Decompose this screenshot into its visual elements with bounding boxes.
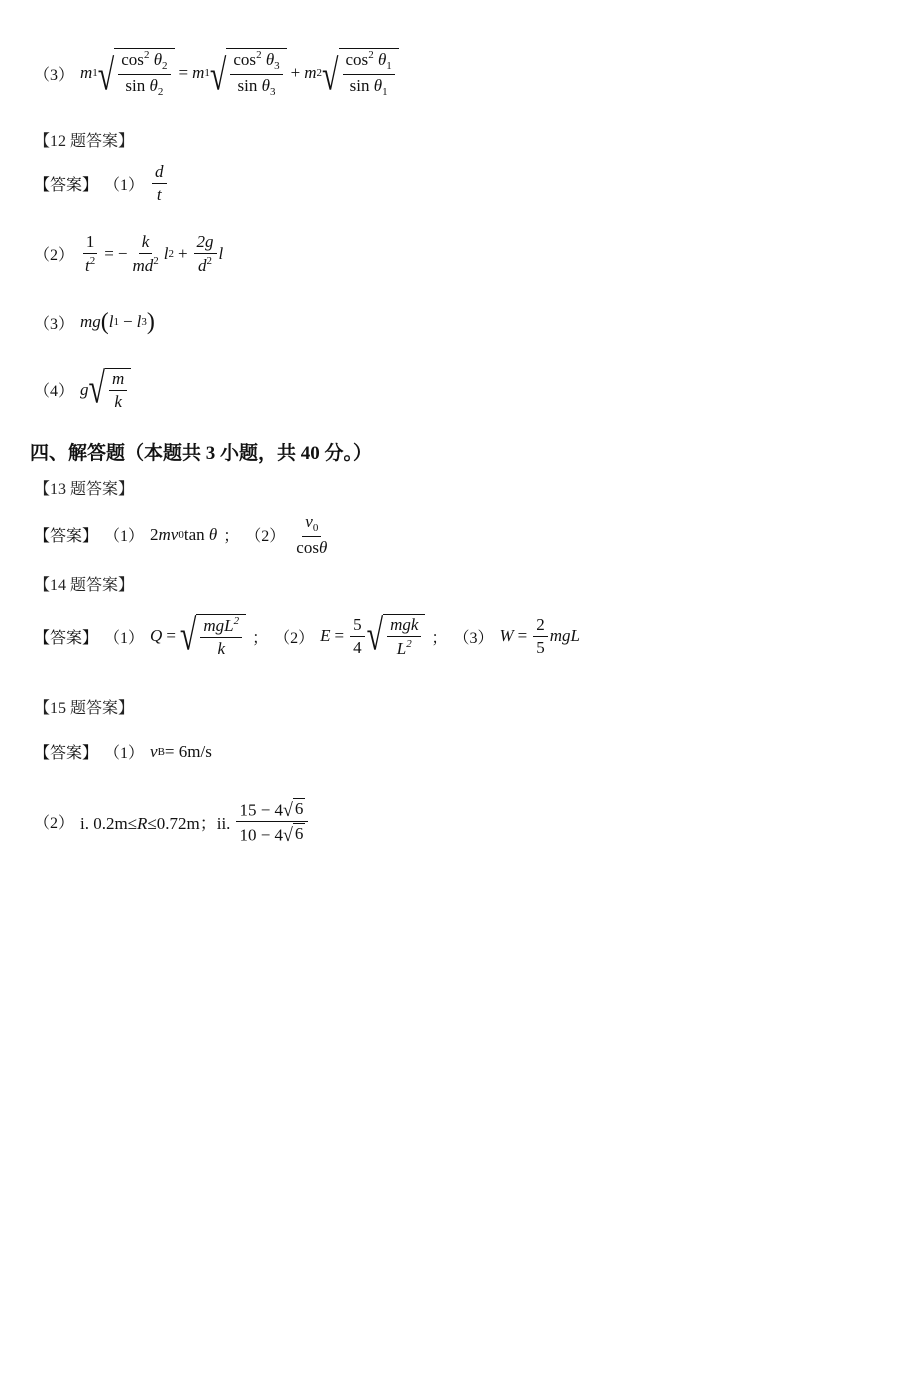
q11-part3-line xyxy=(34,48,399,98)
answer-label: 【答案】 xyxy=(34,176,99,194)
equation-q13-part1: 2 mv 0 tan θ xyxy=(150,524,218,544)
q15-part1-line xyxy=(34,740,212,763)
q13-header: 【13 题答案】 xyxy=(34,481,135,498)
part-label: （1） xyxy=(104,528,145,546)
answer-label: 【答案】 xyxy=(34,528,99,546)
answer-label: 【答案】 xyxy=(34,745,99,762)
q14-answer-line: 【答案】 （1） Q = √ $\frac{mgL^2}{k}$ ； （2） E = $\frac{5}{4}$ √ $\frac{\text{mgk}}{L^2}$ ； （3） W = $\frac{2}{5}$ mgL xyxy=(34,611,580,660)
part-label: （1） xyxy=(104,176,145,194)
answer-label: 【答案】 xyxy=(34,629,99,647)
part-label: （1） xyxy=(104,745,145,762)
q12-header: 【12 题答案】 xyxy=(34,133,135,150)
sqrt-term-1: √ $\frac{\cos^2 \theta_2}{\sin \theta_2}$ xyxy=(98,48,175,98)
part-label: （2） xyxy=(274,629,315,647)
q12-part1-line xyxy=(34,162,169,204)
q12-part3-line xyxy=(34,310,155,334)
equation-q14-part3: W = $\frac{2}{5}$ mgL xyxy=(499,615,580,657)
q15-part2-line xyxy=(34,798,310,845)
sqrt-term-3: √ $\frac{\cos^2 \theta_1}{\sin \theta_1}$ xyxy=(322,48,399,98)
equation-q12-part3: mg ( l 1 − l 3 ) xyxy=(80,309,155,335)
equation-q12-part4: g √ $\frac{m}{k}$ xyxy=(80,368,131,411)
part-label: （2） xyxy=(34,247,75,265)
equation-q14-part1: Q = √ $\frac{mgL^2}{k}$ xyxy=(150,614,246,658)
q14-header: 【14 题答案】 xyxy=(34,577,135,594)
q15-part2-text: i. 0.2m≤R≤0.72m；ii. xyxy=(80,814,231,834)
equation-q11-part3: m 1 √ $\frac{\cos^2 \theta_2}{\sin \theta_2}$ = m 1 √ $\frac{\cos^2 \theta_3}{\sin \theta_3}$ + m 2 √ $\frac{\cos^2 \theta_1}{\sin \theta_1}$ xyxy=(80,48,399,98)
part-label: （2） xyxy=(34,815,75,833)
equation-q12-part2: $\frac{1}{t^2}$ = − $\frac{k}{md^2}$ l 2 + $\frac{2g}{d^2}$ l xyxy=(80,232,223,275)
part-label: （4） xyxy=(34,383,75,401)
q13-answer-line: 【答案】 （1） 2 mv 0 tan θ ； （2） $\frac{v_0}{\cos\theta}$ xyxy=(34,512,332,557)
q12-part2-line xyxy=(34,232,223,275)
part-label: （3） xyxy=(453,629,494,647)
q12-part4-line xyxy=(34,364,131,413)
q15-header: 【15 题答案】 xyxy=(34,700,135,717)
fraction-d-over-t: $\frac{d}{t}$ xyxy=(152,162,167,204)
equation-q15-part2: 15 − 4 √ 6 10 − 4 √ 6 xyxy=(236,798,308,845)
part-label: （1） xyxy=(104,629,145,647)
part-label: （2） xyxy=(245,528,286,546)
sqrt-term-2: √ $\frac{\cos^2 \theta_3}{\sin \theta_3}$ xyxy=(210,48,287,98)
part-label: （3） xyxy=(34,66,75,84)
equation-q13-part2: $\frac{v_0}{\cos\theta}$ xyxy=(296,512,328,557)
section-title: 四、解答题（本题共 3 小题，共 40 分。） xyxy=(30,443,373,464)
part-label: （3） xyxy=(34,315,75,333)
equation-q15-part1: v B = 6m/s xyxy=(150,741,212,761)
equation-q14-part2: E = $\frac{5}{4}$ √ $\frac{\text{mgk}}{L^2}$ xyxy=(320,614,425,658)
